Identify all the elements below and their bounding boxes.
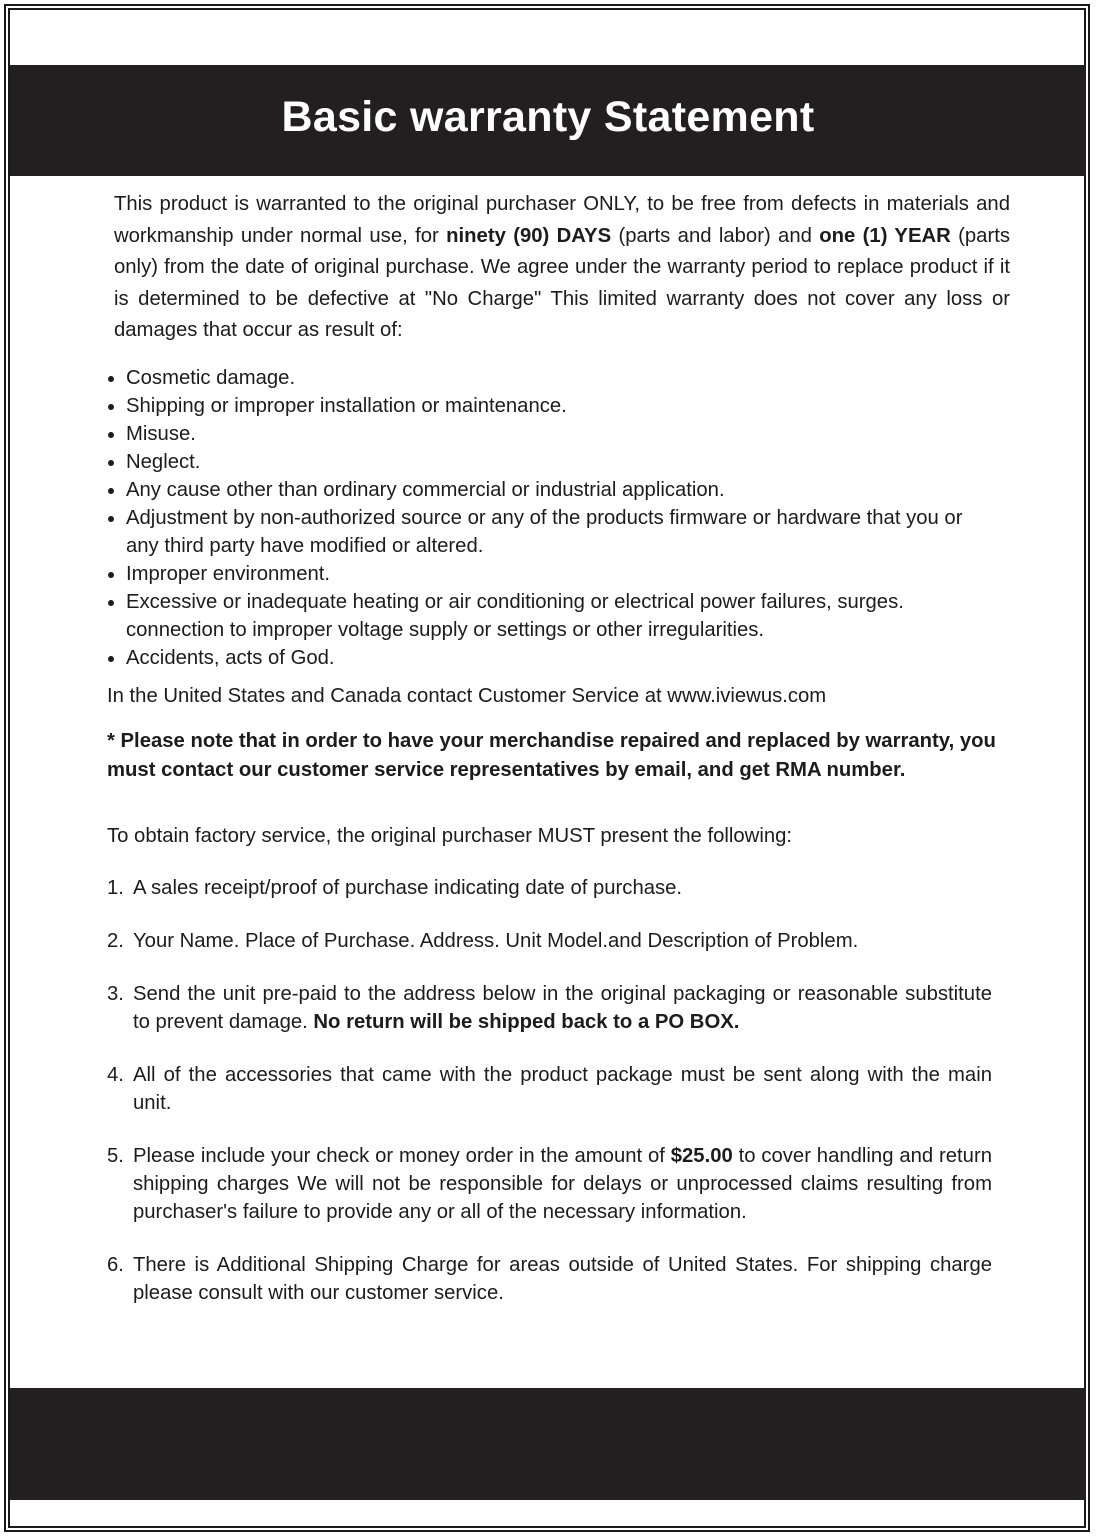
list-item [107, 1142, 992, 1226]
step-text: There is Additional Shipping Charge for areas outside of United States. For shipping charge please consult with our customer service. [133, 1254, 992, 1304]
step-number: 4. [107, 1064, 124, 1086]
list-item [106, 644, 1006, 672]
footer-banner [10, 1388, 1086, 1500]
bullet-icon [108, 572, 114, 578]
step-bold-amount: $25.00 [670, 1145, 733, 1167]
step-number: 2. [107, 930, 124, 952]
list-item [106, 476, 1006, 504]
intro-text-3: (parts only) from the date of original purchase. We agree under the warranty period to replace product if it is determined to be defective at "No Charge" This limited warranty does not cover any loss or damages that occur as result of: [114, 224, 1010, 342]
step-number: 1. [107, 877, 124, 899]
bullet-icon [108, 600, 114, 606]
list-item [106, 504, 1006, 560]
page-title: Basic warranty Statement [281, 93, 815, 141]
list-item [106, 420, 1006, 448]
step-text: Send the unit pre-paid to the address below in the original packaging or reasonable substitute to prevent damage. [133, 983, 992, 1033]
step-number: 6. [107, 1254, 124, 1276]
step-bold-text: No return will be shipped back to a PO BOX. [313, 1011, 740, 1033]
step-number: 5. [107, 1145, 124, 1167]
step-text: All of the accessories that came with the product package must be sent along with the main unit. [133, 1064, 992, 1114]
bullet-icon [108, 404, 114, 410]
step-text-2: to cover handling and return shipping charges We will not be responsible for delays or unprocessed claims resulting from purchaser's failure to provide any or all of the necessary information. [133, 1145, 992, 1223]
list-item [107, 980, 992, 1036]
intro-bold-90-days: ninety (90) DAYS [446, 224, 612, 247]
contact-line: In the United States and Canada contact Customer Service at www.iviewus.com [107, 685, 827, 707]
bullet-icon [108, 656, 114, 662]
bullet-icon [108, 488, 114, 494]
list-item-text: Accidents, acts of God. [126, 647, 335, 669]
list-item-text: Cosmetic damage. [126, 367, 296, 389]
list-item [106, 364, 1006, 392]
list-item-text: Excessive or inadequate heating or air conditioning or electrical power failures, surges. connection to improper voltage supply or settings or other irregularities. [126, 591, 904, 641]
rma-note: * Please note that in order to have your merchandise repaired and replaced by warranty, you must contact our customer service representatives by email, and get RMA number. [107, 730, 996, 781]
intro-bold-1-year: one (1) YEAR [819, 224, 951, 247]
list-item [107, 1251, 992, 1307]
bullet-icon [108, 460, 114, 466]
list-item [107, 874, 992, 902]
requirements-list [107, 874, 992, 1332]
list-item-text: Adjustment by non-authorized source or any of the products firmware or hardware that you or any third party have modified or altered. [126, 507, 963, 557]
list-item [106, 560, 1006, 588]
header-banner [10, 65, 1086, 176]
exclusion-list [106, 364, 1006, 672]
list-item-text: Improper environment. [126, 563, 331, 585]
intro-text-2: (parts and labor) and [611, 224, 820, 247]
intro-paragraph [114, 189, 1010, 347]
list-item-text: Any cause other than ordinary commercial or industrial application. [126, 479, 725, 501]
step-text: Your Name. Place of Purchase. Address. Unit Model.and Description of Problem. [133, 930, 859, 952]
intro-text-1: This product is warranted to the original purchaser ONLY, to be free from defects in materials and workmanship under normal use, for [114, 193, 1010, 247]
list-item-text: Shipping or improper installation or maintenance. [126, 395, 567, 417]
list-item [107, 927, 992, 955]
list-item [106, 392, 1006, 420]
bullet-icon [108, 432, 114, 438]
list-item [106, 448, 1006, 476]
step-text: Please include your check or money order in the amount of [133, 1145, 671, 1167]
step-number: 3. [107, 983, 124, 1005]
bullet-icon [108, 516, 114, 522]
list-item-text: Misuse. [126, 423, 196, 445]
bullet-icon [108, 376, 114, 382]
service-requirements-intro: To obtain factory service, the original purchaser MUST present the following: [107, 825, 793, 847]
list-item-text: Neglect. [126, 451, 201, 473]
list-item [107, 1061, 992, 1117]
list-item [106, 588, 1006, 644]
step-text: A sales receipt/proof of purchase indicating date of purchase. [133, 877, 683, 899]
